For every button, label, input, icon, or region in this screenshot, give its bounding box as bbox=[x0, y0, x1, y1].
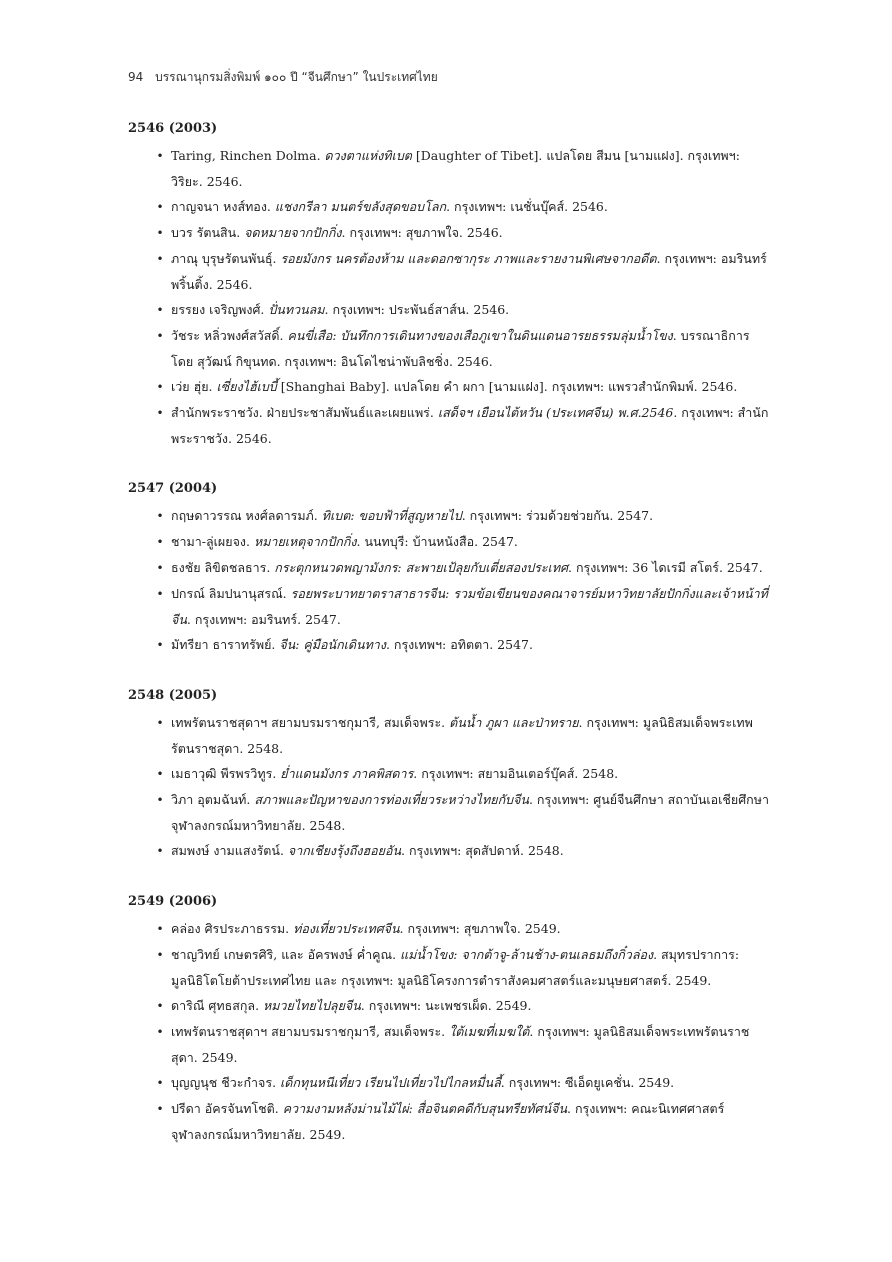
entry-publication: [Shanghai Baby]. แปลโดย คำ ผกา [นามแฝง]. กรุงเทพฯ: แพรวสำนักพิมพ์. 2546. bbox=[276, 379, 738, 394]
entry-author: เว่ย ฮุ่ย. bbox=[171, 379, 217, 394]
year-heading: 2547 (2004) bbox=[128, 481, 218, 496]
entry-list bbox=[128, 916, 770, 1147]
entry-author: ชาญวิทย์ เกษตรศิริ, และ อัครพงษ์ ค่ำคูณ. bbox=[171, 947, 401, 962]
bibliography-entry bbox=[128, 246, 770, 297]
entry-title: รอยมังกร นครต้องห้าม และดอกซากุระ ภาพและรายงานพิเศษจากอดีต bbox=[280, 251, 657, 266]
bibliography-entry bbox=[128, 400, 770, 451]
entry-publication: . กรุงเทพฯ: สยามอินเตอร์บุ๊คส์. 2548. bbox=[413, 766, 619, 781]
entry-title: ทิเบต: ขอบฟ้าที่สูญหายไป bbox=[321, 508, 462, 523]
entry-title: ปั่นทวนลม bbox=[268, 302, 325, 317]
bibliography-content bbox=[128, 118, 770, 1174]
year-heading: 2548 (2005) bbox=[128, 688, 218, 703]
bibliography-entry bbox=[128, 581, 770, 632]
bullet-icon: • bbox=[156, 922, 164, 936]
entry-author: วัชระ หลิ่วพงศ์สวัสดิ์. bbox=[171, 328, 288, 343]
bullet-icon: • bbox=[156, 587, 164, 601]
entry-author: ปรีดา อัครจันทโชติ. bbox=[171, 1101, 283, 1116]
bullet-icon: • bbox=[156, 406, 164, 420]
bullet-icon: • bbox=[156, 844, 164, 858]
entry-author: ปกรณ์ ลิมปนานุสรณ์. bbox=[171, 586, 291, 601]
entry-title: สภาพและปัญหาของการท่องเที่ยวระหว่างไทยกับจีน bbox=[254, 792, 529, 807]
entry-title: ดวงตาแห่งทิเบต bbox=[324, 148, 412, 163]
entry-author: เทพรัตนราชสุดาฯ สยามบรมราชกุมารี, สมเด็จพระ. bbox=[171, 715, 450, 730]
entry-title: ต้นน้ำ ภูผา และป่าทราย bbox=[449, 715, 579, 730]
bullet-icon: • bbox=[156, 200, 164, 214]
entry-publication: . กรุงเทพฯ: ประพันธ์สาส์น. 2546. bbox=[324, 302, 510, 317]
bibliography-entry bbox=[128, 993, 770, 1019]
entry-author: ธงชัย ลิขิตชลธาร. bbox=[171, 560, 275, 575]
entry-title: ย่ำแดนมังกร ภาคพิสดาร bbox=[280, 766, 414, 781]
entry-author: เทพรัตนราชสุดาฯ สยามบรมราชกุมารี, สมเด็จพระ. bbox=[171, 1024, 450, 1039]
entry-author: กฤษดาวรรณ หงศ์ลดารมภ์. bbox=[171, 508, 322, 523]
year-heading: 2546 (2003) bbox=[128, 121, 218, 136]
entry-title: หมายเหตุจากปักกิ่ง bbox=[253, 534, 357, 549]
bullet-icon: • bbox=[156, 509, 164, 523]
entry-author: Taring, Rinchen Dolma. bbox=[171, 148, 325, 163]
bibliography-entry bbox=[128, 555, 770, 581]
bibliography-entry bbox=[128, 503, 770, 529]
entry-publication: . กรุงเทพฯ: มูลนิธิสมเด็จพระเทพรัตนราชสุดา. 2548. bbox=[171, 715, 753, 756]
bibliography-entry bbox=[128, 297, 770, 323]
entry-author: เมธาวุฒิ พีรพรวิทูร. bbox=[171, 766, 281, 781]
bullet-icon: • bbox=[156, 716, 164, 730]
bullet-icon: • bbox=[156, 252, 164, 266]
entry-publication: . กรุงเทพฯ: เนชั่นบุ๊คส์. 2546. bbox=[446, 199, 608, 214]
bibliography-entry bbox=[128, 710, 770, 761]
entry-author: บุญญนุช ชีวะกำจร. bbox=[171, 1075, 281, 1090]
bullet-icon: • bbox=[156, 329, 164, 343]
bibliography-entry bbox=[128, 143, 770, 194]
bullet-icon: • bbox=[156, 1025, 164, 1039]
entry-publication: . กรุงเทพฯ: มูลนิธิสมเด็จพระเทพรัตนราชสุดา. 2549. bbox=[171, 1024, 750, 1065]
year-section bbox=[128, 891, 770, 1147]
bibliography-entry bbox=[128, 942, 770, 993]
bullet-icon: • bbox=[156, 638, 164, 652]
year-section bbox=[128, 118, 770, 451]
entry-author: วิภา อุตมฉันท์. bbox=[171, 792, 255, 807]
bibliography-entry bbox=[128, 323, 770, 374]
bullet-icon: • bbox=[156, 380, 164, 394]
bibliography-entry bbox=[128, 1019, 770, 1070]
entry-publication: [Daughter of Tibet]. แปลโดย สีมน [นามแฝง]. กรุงเทพฯ: วิริยะ. 2546. bbox=[171, 148, 740, 189]
entry-publication: . กรุงเทพฯ: นะเพชรเผ็ด. 2549. bbox=[360, 998, 532, 1013]
entry-author: ชามา-ลู่เผยจง. bbox=[171, 534, 254, 549]
entry-author: บวร รัตนสิน. bbox=[171, 225, 245, 240]
entry-publication: . กรุงเทพฯ: อมรินทร์. 2547. bbox=[186, 612, 341, 627]
entry-title: จากเชียงรุ้งถึงฮอยอัน bbox=[287, 843, 402, 858]
entry-title: ความงามหลังม่านไม้ไผ่: สื่อจินตคดีกับสุนทรียทัศน์จีน bbox=[282, 1101, 567, 1116]
entry-title: เซี่ยงไฮ้เบบี้ bbox=[216, 379, 277, 394]
bullet-icon: • bbox=[156, 226, 164, 240]
entry-title: รอยพระบาทยาตราสาธารจีน: รวมข้อเขียนของคณาจารย์มหาวิทยาลัยปักกิ่งและเจ้าหน้าที่จีน bbox=[171, 586, 768, 627]
entry-title: คนขี่เสือ: บันทึกการเดินทางของเสือภูเขาในดินแดนอารยธรรมลุ่มน้ำโขง bbox=[287, 328, 673, 343]
entry-publication: . กรุงเทพฯ: อมรินทร์พริ้นติ้ง. 2546. bbox=[171, 251, 767, 292]
bibliography-entry bbox=[128, 220, 770, 246]
bullet-icon: • bbox=[156, 303, 164, 317]
entry-publication: . กรุงเทพฯ: สำนักพระราชวัง. 2546. bbox=[171, 405, 769, 446]
entry-list bbox=[128, 503, 770, 658]
entry-author: สมพงษ์ งามแสงรัตน์. bbox=[171, 843, 288, 858]
bibliography-entry bbox=[128, 632, 770, 658]
entry-publication: . กรุงเทพฯ: 36 ไดเรมี สโตร์. 2547. bbox=[568, 560, 763, 575]
entry-title: เสด็จฯ เยือนไต้หวัน (ประเทศจีน) พ.ศ.2546 bbox=[437, 405, 674, 420]
running-header bbox=[128, 68, 438, 87]
bibliography-entry bbox=[128, 1070, 770, 1096]
entry-publication: . กรุงเทพฯ: ศูนย์จีนศึกษา สถาบันเอเชียศึกษา จุฬาลงกรณ์มหาวิทยาลัย. 2548. bbox=[171, 792, 769, 833]
entry-author: กาญจนา หงส์ทอง. bbox=[171, 199, 275, 214]
entry-publication: . กรุงเทพฯ: ร่วมด้วยช่วยกัน. 2547. bbox=[461, 508, 654, 523]
entry-author: มัทรียา ธาราทรัพย์. bbox=[171, 637, 280, 652]
entry-publication: . บรรณาธิการโดย สุวัฒน์ กิขุนทด. กรุงเทพฯ: อินโดไชน่าพับลิชชิ่ง. 2546. bbox=[171, 328, 750, 369]
entry-publication: . นนทบุรี: บ้านหนังสือ. 2547. bbox=[356, 534, 518, 549]
running-title: บรรณานุกรมสิ่งพิมพ์ ๑๐๐ ปี “จีนศึกษา” ในประเทศไทย bbox=[155, 70, 438, 84]
entry-author: สำนักพระราชวัง. ฝ่ายประชาสัมพันธ์และเผยแพร่. bbox=[171, 405, 438, 420]
entry-publication: . กรุงเทพฯ: คณะนิเทศศาสตร์ จุฬาลงกรณ์มหาวิทยาลัย. 2549. bbox=[171, 1101, 725, 1142]
bullet-icon: • bbox=[156, 793, 164, 807]
entry-publication: . กรุงเทพฯ: อทิตตา. 2547. bbox=[385, 637, 533, 652]
entry-publication: . สมุทรปราการ: มูลนิธิโตโยต้าประเทศไทย และ กรุงเทพฯ: มูลนิธิโครงการตำราสังคมศาสตร์และมนุษยศาสตร์. 2549. bbox=[171, 947, 740, 988]
bullet-icon: • bbox=[156, 999, 164, 1013]
year-section bbox=[128, 478, 770, 658]
bibliography-entry bbox=[128, 838, 770, 864]
entry-author: ดาริณี ศุทธสกุล. bbox=[171, 998, 264, 1013]
bibliography-entry bbox=[128, 529, 770, 555]
bullet-icon: • bbox=[156, 535, 164, 549]
bibliography-entry bbox=[128, 787, 770, 838]
bibliography-entry bbox=[128, 761, 770, 787]
bibliography-entry bbox=[128, 194, 770, 220]
entry-author: ภาณุ บุรุษรัตนพันธุ์. bbox=[171, 251, 281, 266]
entry-title: หมวยไทยไปลุยจีน bbox=[263, 998, 361, 1013]
bullet-icon: • bbox=[156, 767, 164, 781]
entry-title: ท่องเที่ยวประเทศจีน bbox=[293, 921, 400, 936]
year-section bbox=[128, 685, 770, 864]
bullet-icon: • bbox=[156, 149, 164, 163]
bullet-icon: • bbox=[156, 1076, 164, 1090]
bullet-icon: • bbox=[156, 1102, 164, 1116]
entry-list bbox=[128, 710, 770, 864]
entry-list bbox=[128, 143, 770, 451]
entry-title: จีน: คู่มือนักเดินทาง bbox=[279, 637, 386, 652]
year-heading: 2549 (2006) bbox=[128, 894, 218, 909]
entry-title: ใต้เมฆที่เมฆใต้ bbox=[449, 1024, 530, 1039]
page-number: 94 bbox=[128, 70, 144, 84]
bullet-icon: • bbox=[156, 561, 164, 575]
entry-title: แชงกรีลา มนตร์ขลังสุดขอบโลก bbox=[274, 199, 447, 214]
entry-author: คล่อง ศิรประภาธรรม. bbox=[171, 921, 294, 936]
bibliography-entry bbox=[128, 916, 770, 942]
bullet-icon: • bbox=[156, 948, 164, 962]
entry-publication: . กรุงเทพฯ: สุดสัปดาห์. 2548. bbox=[401, 843, 564, 858]
bibliography-entry bbox=[128, 1096, 770, 1147]
entry-publication: . กรุงเทพฯ: สุขภาพใจ. 2549. bbox=[399, 921, 561, 936]
entry-title: กระตุกหนวดพญามังกร: สะพายเป้ลุยกับเตี่ยสองประเทศ bbox=[274, 560, 569, 575]
entry-publication: . กรุงเทพฯ: สุขภาพใจ. 2546. bbox=[341, 225, 503, 240]
entry-author: ยรรยง เจริญพงศ์. bbox=[171, 302, 269, 317]
entry-title: แม่น้ำโขง: จากต้าจู-ล้านช้าง-ตนเลธมถึงกิ๋วล่อง bbox=[400, 947, 654, 962]
bibliography-entry bbox=[128, 374, 770, 400]
entry-title: เด็กทุนหนีเที่ยว เรียนไปเที่ยวไปไกลหมื่นลี้ bbox=[280, 1075, 501, 1090]
entry-publication: . กรุงเทพฯ: ซีเอ็ดยูเคชั่น. 2549. bbox=[500, 1075, 675, 1090]
entry-title: จดหมายจากปักกิ่ง bbox=[244, 225, 342, 240]
